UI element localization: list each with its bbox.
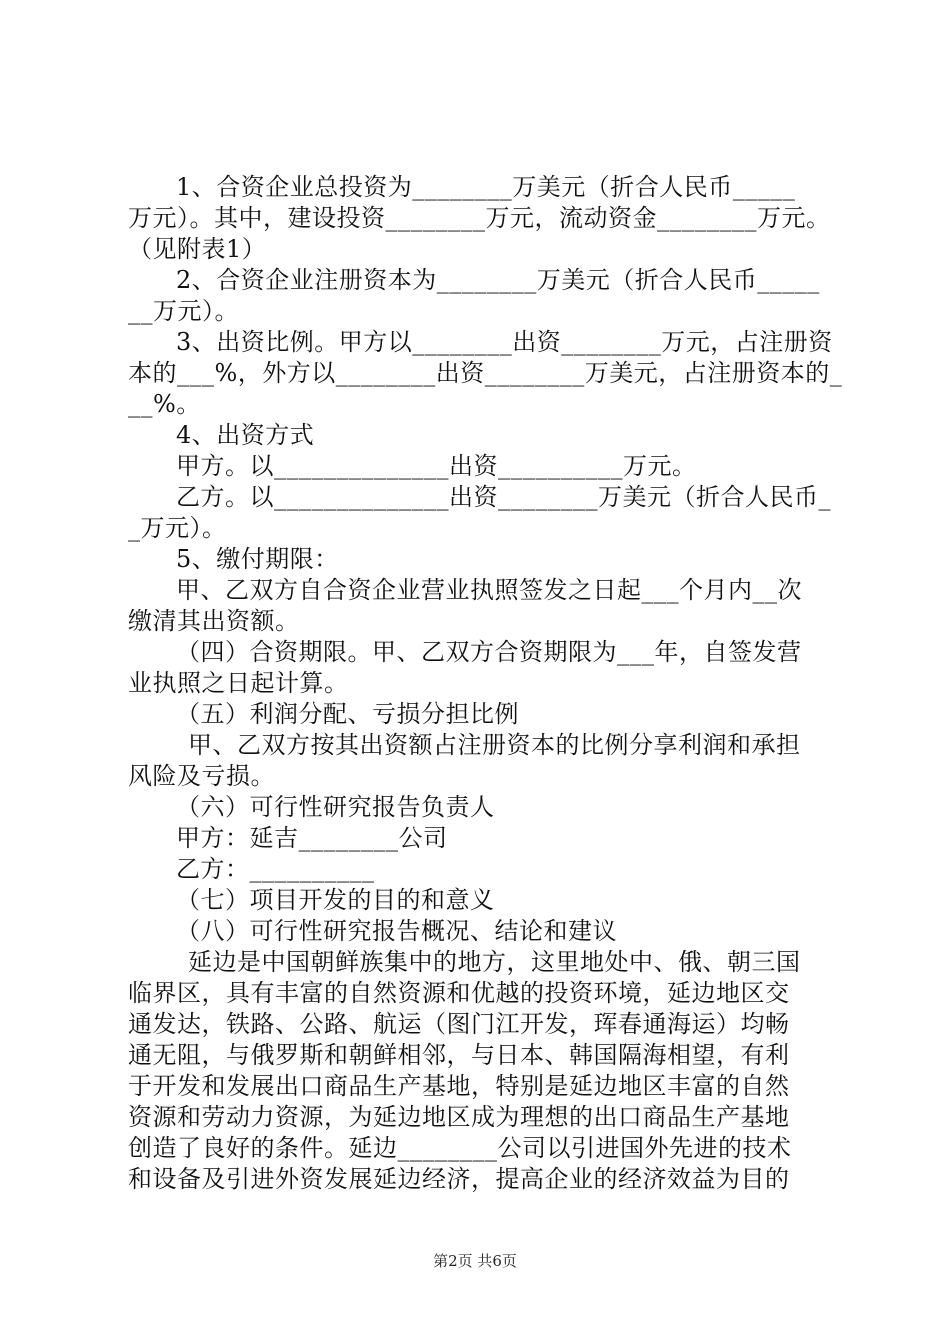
text-line: 通发达，铁路、公路、航运（图门江开发，珲春通海运）均畅 xyxy=(128,1010,790,1038)
text-line: （七）项目开发的目的和意义 xyxy=(176,886,495,914)
text-line: 临界区，具有丰富的自然资源和优越的投资环境，延边地区交 xyxy=(128,979,790,1007)
text-line: 本的___%，外方以________出资________万美元，占注册资本的_ xyxy=(128,359,843,387)
text-line: 缴清其出资额。 xyxy=(128,607,300,635)
text-line: __%。 xyxy=(128,390,201,418)
document-body xyxy=(128,172,848,1195)
text-line: 甲、乙双方按其出资额占注册资本的比例分享利润和承担 xyxy=(188,731,801,759)
text-line: 乙方：__________ xyxy=(176,855,375,883)
text-line: 风险及亏损。 xyxy=(128,762,275,790)
text-line: 4、出资方式 xyxy=(176,421,315,449)
text-line: 3、出资比例。甲方以________出资________万元，占注册资 xyxy=(176,328,833,356)
page-footer: 第2页 共6页 xyxy=(433,1252,517,1270)
text-line: __万元）。 xyxy=(128,297,239,325)
text-line: 资源和劳动力资源，为延边地区成为理想的出口商品生产基地 xyxy=(128,1103,790,1131)
text-line: 甲方：延吉________公司 xyxy=(176,824,448,852)
text-line: 通无阻，与俄罗斯和朝鲜相邻，与日本、韩国隔海相望，有利 xyxy=(128,1041,790,1069)
text-line: 乙方。以______________出资________万美元（折合人民币_ xyxy=(176,483,831,511)
text-line: （见附表1） xyxy=(128,235,267,263)
text-line: 和设备及引进外资发展延边经济，提高企业的经济效益为目的 xyxy=(128,1165,790,1193)
text-line: 业执照之日起计算。 xyxy=(128,669,349,697)
text-line: 创造了良好的条件。延边________公司以引进国外先进的技术 xyxy=(128,1134,792,1162)
text-line: （八）可行性研究报告概况、结论和建议 xyxy=(176,917,617,945)
text-line: 延边是中国朝鲜族集中的地方，这里地处中、俄、朝三国 xyxy=(188,948,801,976)
text-line: 5、缴付期限： xyxy=(176,545,339,573)
text-line: （四）合资期限。甲、乙双方合资期限为___年，自签发营 xyxy=(176,638,802,666)
text-line: 万元）。其中，建设投资________万元，流动资金________万元。 xyxy=(128,204,831,232)
text-line: _万元）。 xyxy=(128,514,227,542)
text-line: （五）利润分配、亏损分担比例 xyxy=(176,700,519,728)
text-line: 于开发和发展出口商品生产基地，特别是延边地区丰富的自然 xyxy=(128,1072,790,1100)
text-line: 1、合资企业总投资为________万美元（折合人民币_____ xyxy=(176,173,796,201)
text-line: 甲、乙双方自合资企业营业执照签发之日起___个月内__次 xyxy=(176,576,802,604)
text-line: （六）可行性研究报告负责人 xyxy=(176,793,495,821)
text-line: 甲方。以______________出资__________万元。 xyxy=(176,452,697,480)
text-line: 2、合资企业注册资本为________万美元（折合人民币_____ xyxy=(176,266,820,294)
